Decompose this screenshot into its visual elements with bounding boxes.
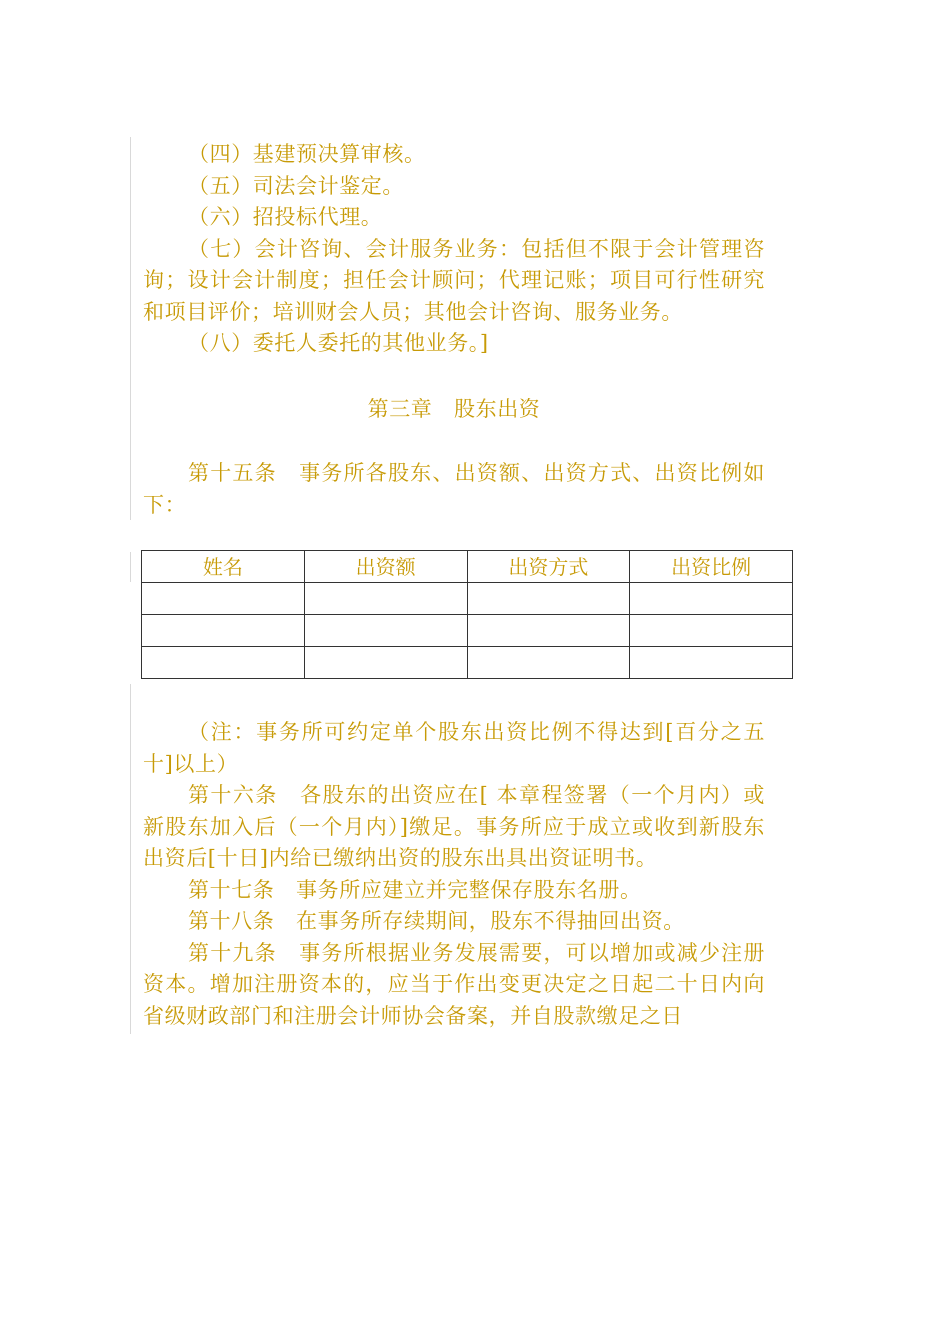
capital-ratio-note: （注：事务所可约定单个股东出资比例不得达到[百分之五十]以上） bbox=[143, 720, 765, 776]
table-row bbox=[142, 647, 793, 679]
table-row bbox=[142, 615, 793, 647]
article-18: 第十八条 在事务所存续期间，股东不得抽回出资。 bbox=[188, 909, 685, 933]
table-cell bbox=[467, 647, 630, 679]
scope-item-7: （七）会计咨询、会计服务业务：包括但不限于会计管理咨询；设计会计制度；担任会计顾问；代理记账；项目可行性研究和项目评价；培训财会人员；其他会计咨询、服务业务。 bbox=[143, 236, 765, 324]
table-cell bbox=[467, 615, 630, 647]
article-15-block bbox=[143, 458, 765, 521]
table-cell bbox=[142, 583, 305, 615]
scope-item-6: （六）招投标代理。 bbox=[188, 205, 383, 229]
shareholder-table bbox=[141, 550, 793, 679]
table-cell bbox=[142, 647, 305, 679]
table-cell bbox=[304, 583, 467, 615]
table-cell bbox=[630, 615, 793, 647]
scope-item-4: （四）基建预决算审核。 bbox=[188, 142, 426, 166]
table-cell bbox=[304, 615, 467, 647]
margin-line-bottom bbox=[130, 684, 131, 1034]
article-15: 第十五条 事务所各股东、出资额、出资方式、出资比例如下： bbox=[143, 461, 765, 517]
header-amount: 出资额 bbox=[304, 551, 467, 583]
table-cell bbox=[630, 583, 793, 615]
header-ratio: 出资比例 bbox=[630, 551, 793, 583]
table-header-row bbox=[142, 551, 793, 583]
scope-item-8: （八）委托人委托的其他业务。] bbox=[188, 331, 489, 355]
header-name: 姓名 bbox=[142, 551, 305, 583]
article-19: 第十九条 事务所根据业务发展需要，可以增加或减少注册资本。增加注册资本的，应当于作出变更决定之日起二十日内向省级财政部门和注册会计师协会备案，并自股款缴足之日 bbox=[143, 940, 765, 1028]
margin-line-top bbox=[130, 137, 131, 520]
table-cell bbox=[142, 615, 305, 647]
table-cell bbox=[304, 647, 467, 679]
scope-item-5: （五）司法会计鉴定。 bbox=[188, 173, 404, 198]
articles-16-19-block bbox=[143, 717, 765, 1032]
table-cell bbox=[630, 647, 793, 679]
business-scope-list bbox=[143, 139, 765, 360]
margin-line-table bbox=[130, 552, 131, 582]
article-16: 第十六条 各股东的出资应在[ 本章程签署（一个月内）或新股东加入后（一个月内）]缴足。事务所应于成立或收到新股东出资后[十日]内给已缴纳出资的股东出具出资证明书。 bbox=[143, 783, 765, 870]
table-cell bbox=[467, 583, 630, 615]
chapter-title: 第三章 股东出资 bbox=[367, 397, 541, 421]
header-method: 出资方式 bbox=[467, 551, 630, 583]
table-row bbox=[142, 583, 793, 615]
article-17: 第十七条 事务所应建立并完整保存股东名册。 bbox=[188, 877, 642, 902]
